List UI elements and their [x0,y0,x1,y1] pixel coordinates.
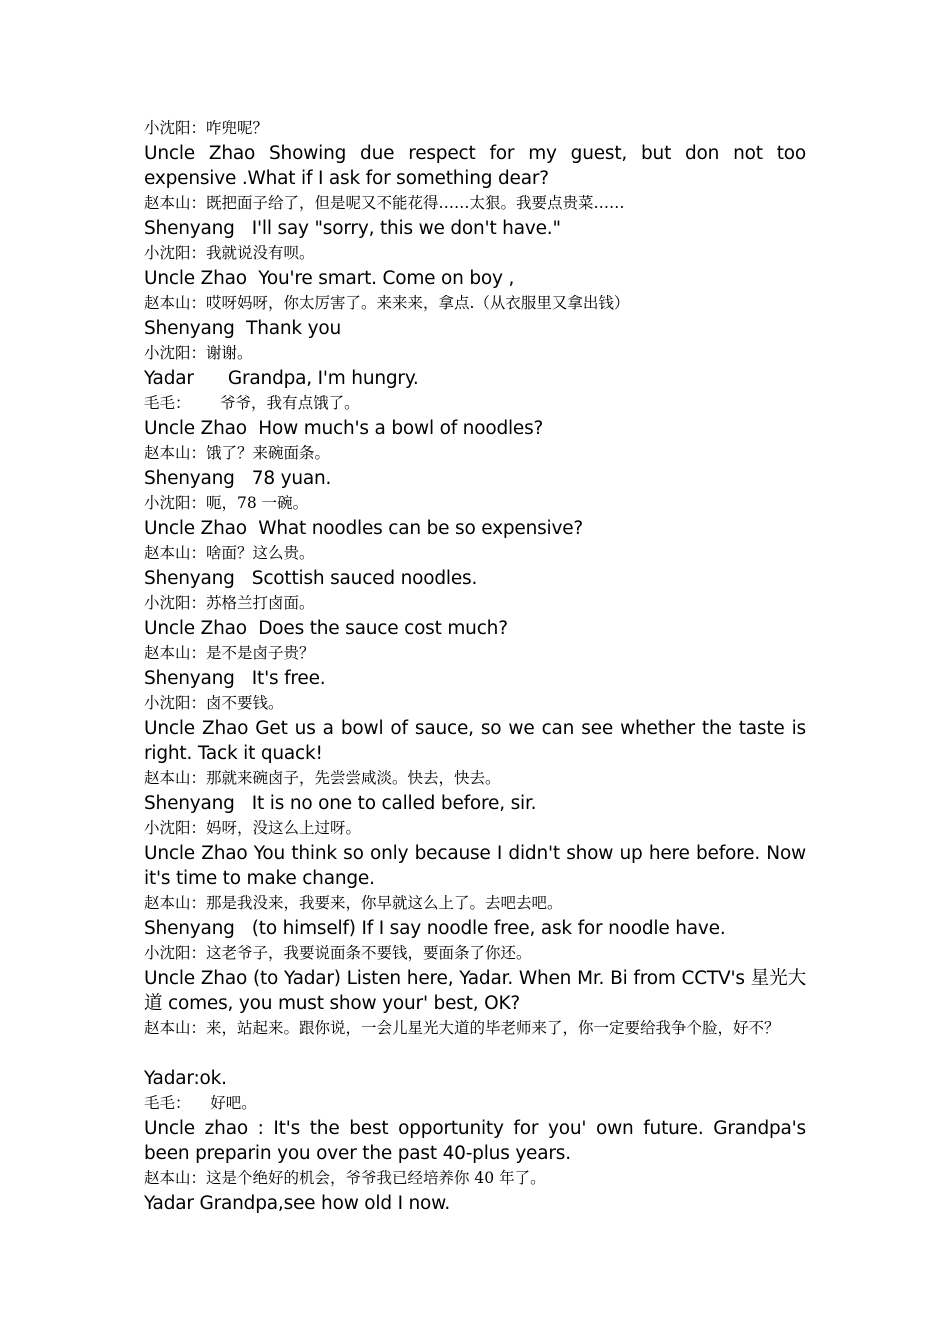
english-dialogue-line: Uncle Zhao You're smart. Come on boy , [144,268,515,289]
chinese-dialogue-line: 小沈阳：我就说没有呗。 [144,244,315,262]
chinese-dialogue-line: 赵本山：啥面？这么贵。 [144,544,315,562]
chinese-dialogue-line: 赵本山：哎呀妈呀，你太厉害了。来来来，拿点.（从衣服里又拿出钱） [144,294,630,312]
chinese-dialogue-line: 毛毛： 好吧。 [144,1094,257,1112]
english-dialogue-line: Shenyang Scottish sauced noodles. [144,568,478,589]
chinese-dialogue-line: 小沈阳：卤不要钱。 [144,694,284,712]
english-dialogue-line: Yadar:ok. [144,1068,227,1089]
chinese-dialogue-line: 毛毛： 爷爷，我有点饿了。 [144,394,360,412]
english-dialogue-line: Uncle Zhao Does the sauce cost much? [144,618,508,639]
english-dialogue-line: Uncle Zhao How much's a bowl of noodles? [144,418,544,439]
english-dialogue-line: Uncle Zhao (to Yadar) Listen here, Yadar. When Mr. Bi from CCTV's 星光大道 comes, you must show your' best, OK? [144,968,806,1014]
english-dialogue-line: Uncle Zhao Showing due respect for my guest, but don not too expensive .What if I ask for something dear? [144,143,806,189]
chinese-dialogue-line: 赵本山：既把面子给了，但是呢又不能花得……太狠。我要点贵菜…… [144,194,625,212]
english-dialogue-line: Shenyang Thank you [144,318,341,339]
english-dialogue-line: Uncle Zhao Get us a bowl of sauce, so we can see whether the taste is right. Tack it quack! [144,718,806,764]
chinese-dialogue-line: 小沈阳：谢谢。 [144,344,253,362]
english-dialogue-line: Shenyang It's free. [144,668,326,689]
chinese-dialogue-line: 赵本山：来，站起来。跟你说，一会儿星光大道的毕老师来了，你一定要给我争个脸，好不？ [144,1019,780,1037]
english-dialogue-line: Yadar Grandpa,see how old I now. [144,1193,451,1214]
chinese-dialogue-line: 赵本山：这是个绝好的机会，爷爷我已经培养你 40 年了。 [144,1169,546,1187]
english-dialogue-line: Shenyang I'll say "sorry, this we don't have." [144,218,561,239]
english-dialogue-line: Shenyang 78 yuan. [144,468,332,489]
chinese-dialogue-line: 小沈阳：苏格兰打卤面。 [144,594,315,612]
english-dialogue-line: Uncle Zhao What noodles can be so expensive? [144,518,584,539]
chinese-dialogue-line: 赵本山：是不是卤子贵？ [144,644,315,662]
english-dialogue-line: Yadar Grandpa, I'm hungry. [144,368,419,389]
english-dialogue-line: Shenyang It is no one to called before, sir. [144,793,537,814]
chinese-dialogue-line: 赵本山：那是我没来，我要来，你早就这么上了。去吧去吧。 [144,894,563,912]
english-dialogue-line: Uncle zhao : It's the best opportunity for you' own future. Grandpa's been preparin you over the past 40-plus years. [144,1118,806,1164]
chinese-dialogue-line: 小沈阳：妈呀，没这么上过呀。 [144,819,362,837]
chinese-dialogue-line: 小沈阳：呃，78 一碗。 [144,494,309,512]
chinese-dialogue-line: 赵本山：那就来碗卤子，先尝尝咸淡。快去，快去。 [144,769,501,787]
dialogue-transcript [144,116,806,1216]
english-dialogue-line: Shenyang (to himself) If I say noodle free, ask for noodle have. [144,918,726,939]
chinese-dialogue-line: 小沈阳：这老爷子，我要说面条不要钱，要面条了你还。 [144,944,532,962]
english-dialogue-line: Uncle Zhao You think so only because I didn't show up here before. Now it's time to make change. [144,843,806,889]
chinese-dialogue-line: 小沈阳：咋兜呢？ [144,119,269,137]
chinese-dialogue-line: 赵本山：饿了？来碗面条。 [144,444,331,462]
